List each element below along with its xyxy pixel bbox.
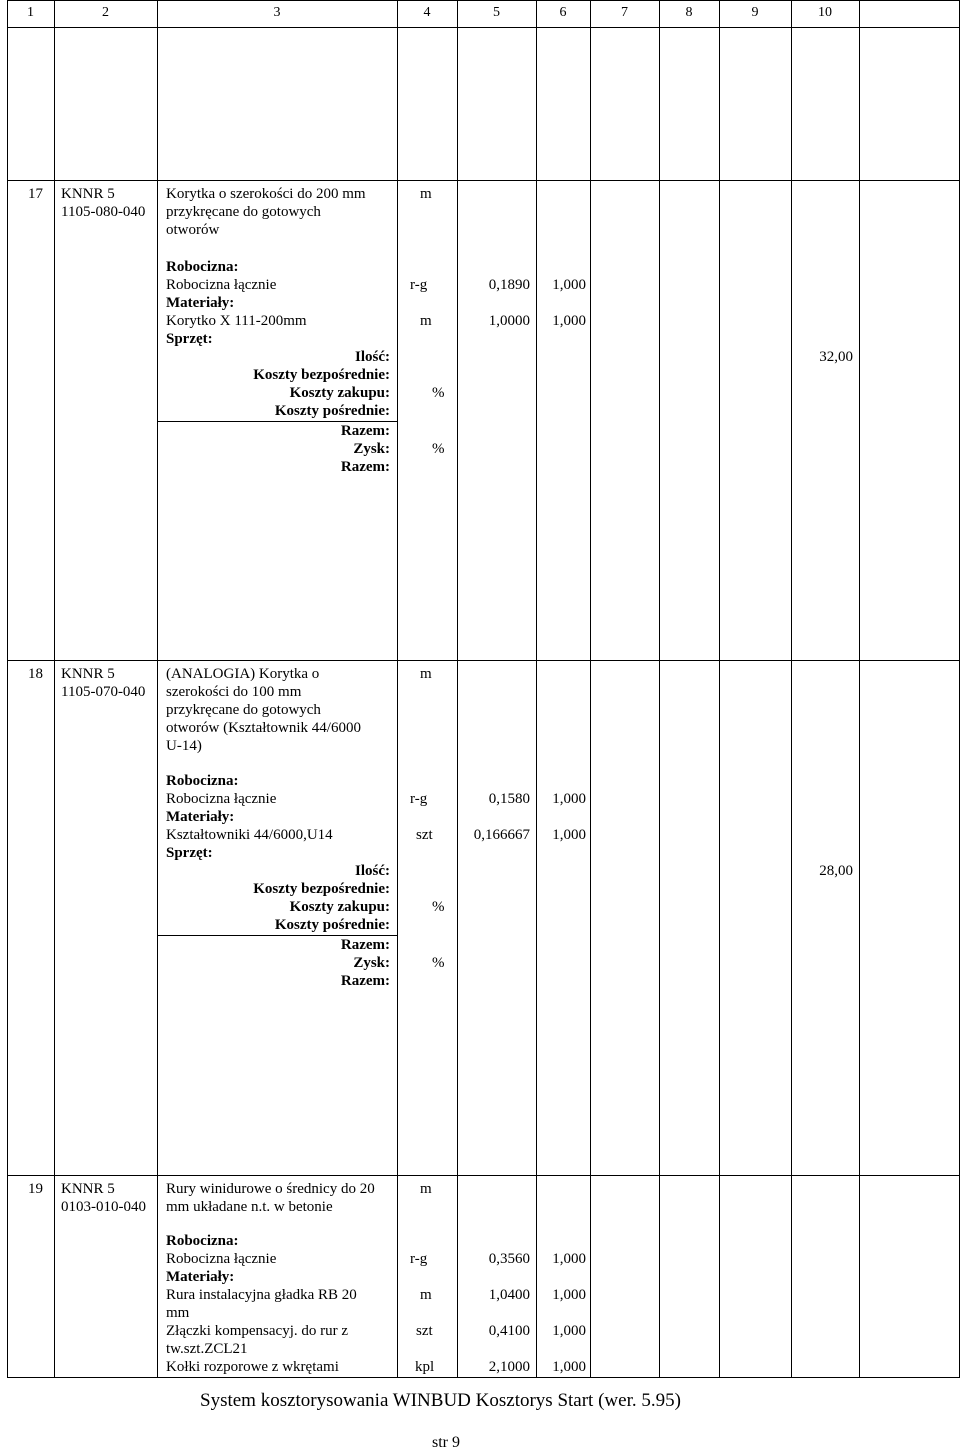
- col-header-3: 3: [273, 5, 281, 20]
- labor-unit: r-g: [410, 277, 428, 293]
- col-header-6: 6: [559, 5, 567, 20]
- razem-label: Razem:: [340, 423, 390, 439]
- material-norm: 0,4100: [488, 1323, 530, 1339]
- item-description-line: szerokości do 100 mm: [166, 684, 302, 700]
- col-header-10: 10: [818, 5, 832, 20]
- labor-norm: 0,1580: [488, 791, 530, 807]
- material-norm: 0,166667: [473, 827, 530, 843]
- koszty-bezposrednie-label: Koszty bezpośrednie:: [253, 881, 390, 897]
- item-code-number: 0103-010-040: [61, 1199, 146, 1215]
- footer-system-text: System kosztorysowania WINBUD Kosztorys Start (wer. 5.95): [200, 1390, 681, 1411]
- item-description-line: przykręcane do gotowych: [166, 702, 321, 718]
- material-name-cont: tw.szt.ZCL21: [166, 1341, 248, 1357]
- col-header-7: 7: [621, 5, 628, 20]
- item-description-line: Rury winidurowe o średnicy do 20: [166, 1181, 375, 1197]
- koszty-posrednie-label: Koszty pośrednie:: [274, 917, 390, 933]
- material-name: Korytko X 111-200mm: [166, 313, 307, 329]
- labor-factor: 1,000: [552, 791, 586, 807]
- material-unit: m: [420, 313, 432, 329]
- col-header-8: 8: [685, 5, 693, 20]
- labor-label: Robocizna łącznie: [166, 791, 277, 807]
- page-number: str 9: [432, 1434, 460, 1451]
- item-code: KNNR 5: [61, 186, 115, 202]
- material-name: Kształtowniki 44/6000,U14: [166, 827, 333, 843]
- koszty-posrednie-label: Koszty pośrednie:: [274, 403, 390, 419]
- percent-sign: %: [432, 441, 445, 457]
- koszty-zakupu-label: Koszty zakupu:: [289, 385, 390, 401]
- material-factor: 1,000: [552, 1287, 586, 1303]
- item-number: 17: [28, 186, 43, 202]
- item-number: 19: [28, 1181, 43, 1197]
- ilosc-label: Ilość:: [355, 349, 390, 365]
- material-norm: 1,0000: [488, 313, 530, 329]
- col-header-4: 4: [423, 5, 431, 20]
- col-header-5: 5: [493, 5, 500, 20]
- material-unit: m: [420, 1287, 432, 1303]
- labor-norm: 0,3560: [488, 1251, 530, 1267]
- ilosc-label: Ilość:: [355, 863, 390, 879]
- labor-norm: 0,1890: [488, 277, 530, 293]
- robocizna-heading: Robocizna:: [166, 773, 239, 789]
- material-norm: 1,0400: [488, 1287, 530, 1303]
- material-unit: kpl: [415, 1359, 435, 1375]
- percent-sign: %: [432, 899, 445, 915]
- material-norm: 2,1000: [488, 1359, 530, 1375]
- material-factor: 1,000: [552, 1359, 586, 1375]
- zysk-label: Zysk:: [353, 955, 390, 971]
- col-header-9: 9: [751, 5, 759, 20]
- col-header-1: 1: [27, 5, 34, 20]
- labor-factor: 1,000: [552, 277, 586, 293]
- item-code-number: 1105-080-040: [61, 204, 146, 220]
- material-name: Rura instalacyjna gładka RB 20: [166, 1287, 357, 1303]
- labor-label: Robocizna łącznie: [166, 277, 277, 293]
- labor-label: Robocizna łącznie: [166, 1251, 277, 1267]
- item-description-line: otworów (Kształtownik 44/6000: [166, 720, 361, 736]
- item-code: KNNR 5: [61, 1181, 115, 1197]
- robocizna-heading: Robocizna:: [166, 1233, 239, 1249]
- material-name: Kołki rozporowe z wkrętami: [166, 1359, 339, 1375]
- material-name-cont: mm: [166, 1305, 190, 1321]
- zysk-label: Zysk:: [353, 441, 390, 457]
- item-description-line: (ANALOGIA) Korytka o: [166, 666, 320, 682]
- item-number: 18: [28, 666, 43, 682]
- item-description-line: mm układane n.t. w betonie: [166, 1199, 333, 1215]
- percent-sign: %: [432, 385, 445, 401]
- razem-label: Razem:: [340, 937, 390, 953]
- labor-unit: r-g: [410, 791, 428, 807]
- quantity-value: 28,00: [819, 863, 853, 879]
- material-factor: 1,000: [552, 827, 586, 843]
- material-unit: szt: [416, 827, 433, 843]
- item-code: KNNR 5: [61, 666, 115, 682]
- item-unit: m: [420, 186, 432, 202]
- material-factor: 1,000: [552, 313, 586, 329]
- col-header-2: 2: [102, 5, 109, 20]
- materialy-heading: Materiały:: [166, 295, 235, 311]
- item-description-line: U-14): [166, 738, 202, 754]
- labor-unit: r-g: [410, 1251, 428, 1267]
- sprzet-heading: Sprzęt:: [166, 845, 213, 861]
- robocizna-heading: Robocizna:: [166, 259, 239, 275]
- item-unit: m: [420, 666, 432, 682]
- koszty-zakupu-label: Koszty zakupu:: [289, 899, 390, 915]
- item-unit: m: [420, 1181, 432, 1197]
- materialy-heading: Materiały:: [166, 809, 235, 825]
- razem-total-label: Razem:: [340, 459, 390, 475]
- labor-factor: 1,000: [552, 1251, 586, 1267]
- item-description-line: Korytka o szerokości do 200 mm: [166, 186, 366, 202]
- koszty-bezposrednie-label: Koszty bezpośrednie:: [253, 367, 390, 383]
- quantity-value: 32,00: [819, 349, 853, 365]
- material-unit: szt: [416, 1323, 433, 1339]
- material-name: Złączki kompensacyj. do rur z: [166, 1323, 349, 1339]
- sprzet-heading: Sprzęt:: [166, 331, 213, 347]
- item-description-line: otworów: [166, 222, 220, 238]
- razem-total-label: Razem:: [340, 973, 390, 989]
- materialy-heading: Materiały:: [166, 1269, 235, 1285]
- percent-sign: %: [432, 955, 445, 971]
- material-factor: 1,000: [552, 1323, 586, 1339]
- item-description-line: przykręcane do gotowych: [166, 204, 321, 220]
- item-code-number: 1105-070-040: [61, 684, 146, 700]
